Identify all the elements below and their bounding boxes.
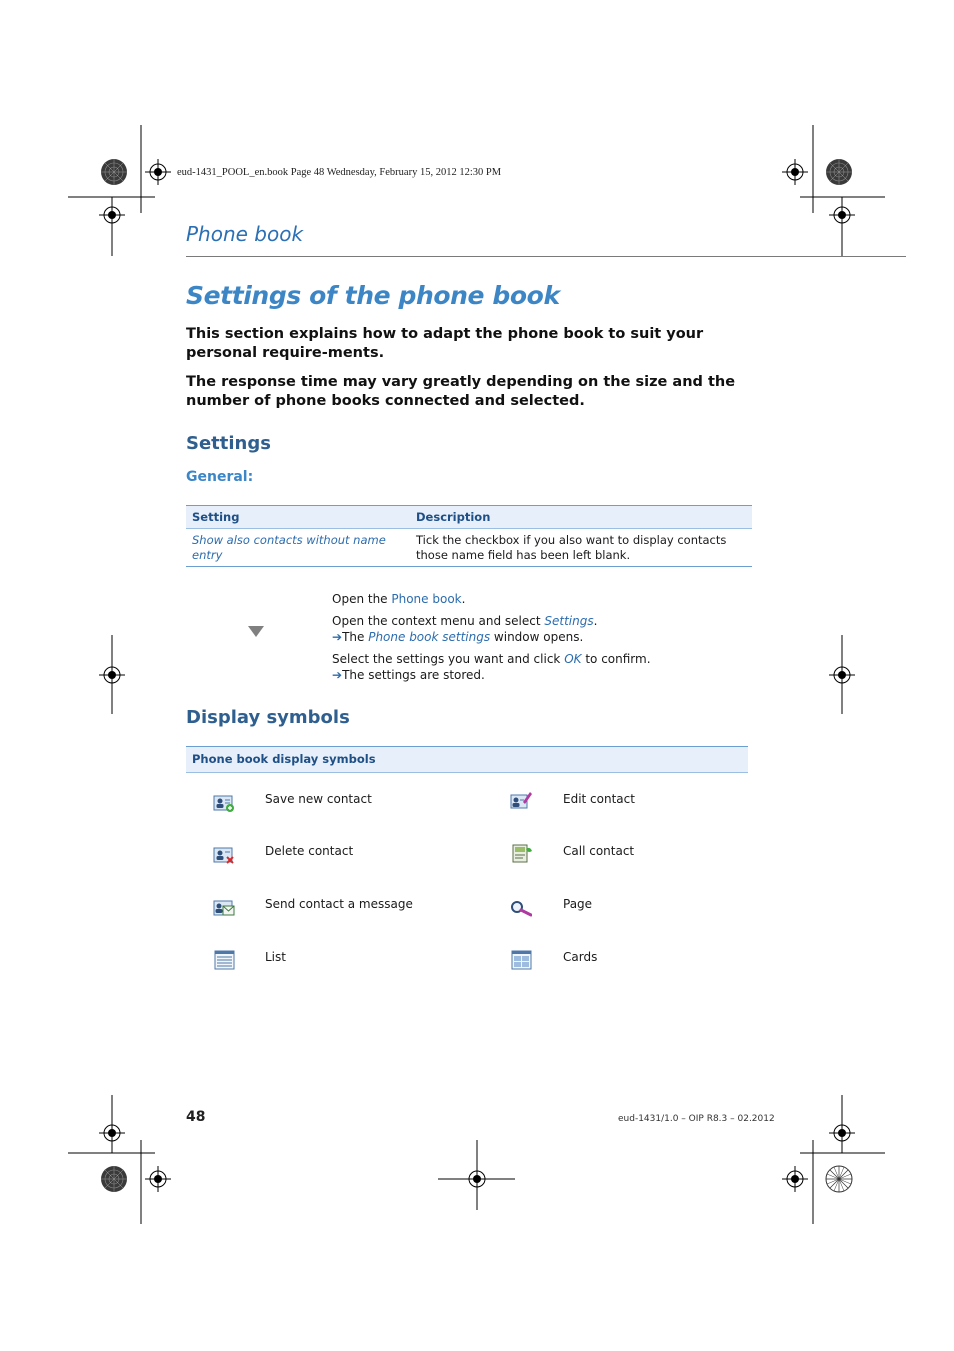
settings-table-header-row <box>186 506 752 529</box>
list-view-icon <box>213 950 235 974</box>
general-subheading: General: <box>186 469 254 485</box>
symbol-label-delete-contact: Delete contact <box>265 844 354 858</box>
settings-heading: Settings <box>186 433 271 454</box>
column-header-description: Description <box>410 506 752 529</box>
delete-contact-icon <box>213 845 235 869</box>
step-1: Open the Phone book. <box>332 592 466 606</box>
ok-button-ref: OK <box>564 652 582 666</box>
cards-view-icon <box>510 950 532 974</box>
running-section-label: Phone book <box>186 222 304 246</box>
page-title: Settings of the phone book <box>186 281 560 310</box>
call-contact-icon <box>511 843 533 867</box>
message-contact-icon <box>213 898 235 922</box>
phone-book-link[interactable]: Phone book <box>391 592 462 606</box>
symbol-label-call-contact: Call contact <box>563 844 635 858</box>
intro-paragraph-1: This section explains how to adapt the phone book to suit your personal require-ments. <box>186 326 704 361</box>
page-number: 48 <box>186 1109 206 1125</box>
header-rule <box>186 256 906 257</box>
settings-menu-item-ref: Settings <box>544 614 594 628</box>
step-2-result: ➔The Phone book settings window opens. <box>332 629 584 644</box>
step-3-result: ➔The settings are stored. <box>332 667 485 682</box>
edit-contact-icon <box>510 790 532 814</box>
symbol-label-cards: Cards <box>563 950 598 964</box>
save-contact-icon <box>213 793 235 817</box>
step-2: Open the context menu and select Settings. ➔The Phone book settings window opens. <box>332 614 598 644</box>
symbol-label-page: Page <box>563 897 593 911</box>
table-row <box>186 529 752 567</box>
step-3: Select the settings you want and click OK to confirm. ➔The settings are stored. <box>332 652 651 682</box>
settings-table <box>186 505 752 567</box>
symbol-label-send-contact-a-message: Send contact a message <box>265 897 413 911</box>
document-code: eud-1431/1.0 – OIP R8.3 – 02.2012 <box>618 1114 775 1124</box>
display-symbols-table-header: Phone book display symbols <box>186 746 748 773</box>
setting-description-cell: Tick the checkbox if you also want to display contacts those name field has been left blank. <box>410 529 752 567</box>
result-arrow-icon: ➔ <box>332 667 343 682</box>
display-symbols-heading: Display symbols <box>186 707 350 728</box>
result-arrow-icon: ➔ <box>332 629 343 644</box>
symbol-label-list: List <box>265 950 286 964</box>
symbol-label-save-new-contact: Save new contact <box>265 792 372 806</box>
column-header-setting: Setting <box>186 506 410 529</box>
setting-name-cell: Show also contacts without name entry <box>186 529 410 567</box>
symbol-label-edit-contact: Edit contact <box>563 792 635 806</box>
page-icon <box>510 898 532 922</box>
triangle-bullet-icon <box>248 626 264 637</box>
phone-book-settings-ref: Phone book settings <box>368 629 491 644</box>
print-header: eud-1431_POOL_en.book Page 48 Wednesday, February 15, 2012 12:30 PM <box>177 167 502 178</box>
intro-paragraph-2: The response time may vary greatly depending on the size and the number of phone books connected and selected. <box>186 374 736 409</box>
